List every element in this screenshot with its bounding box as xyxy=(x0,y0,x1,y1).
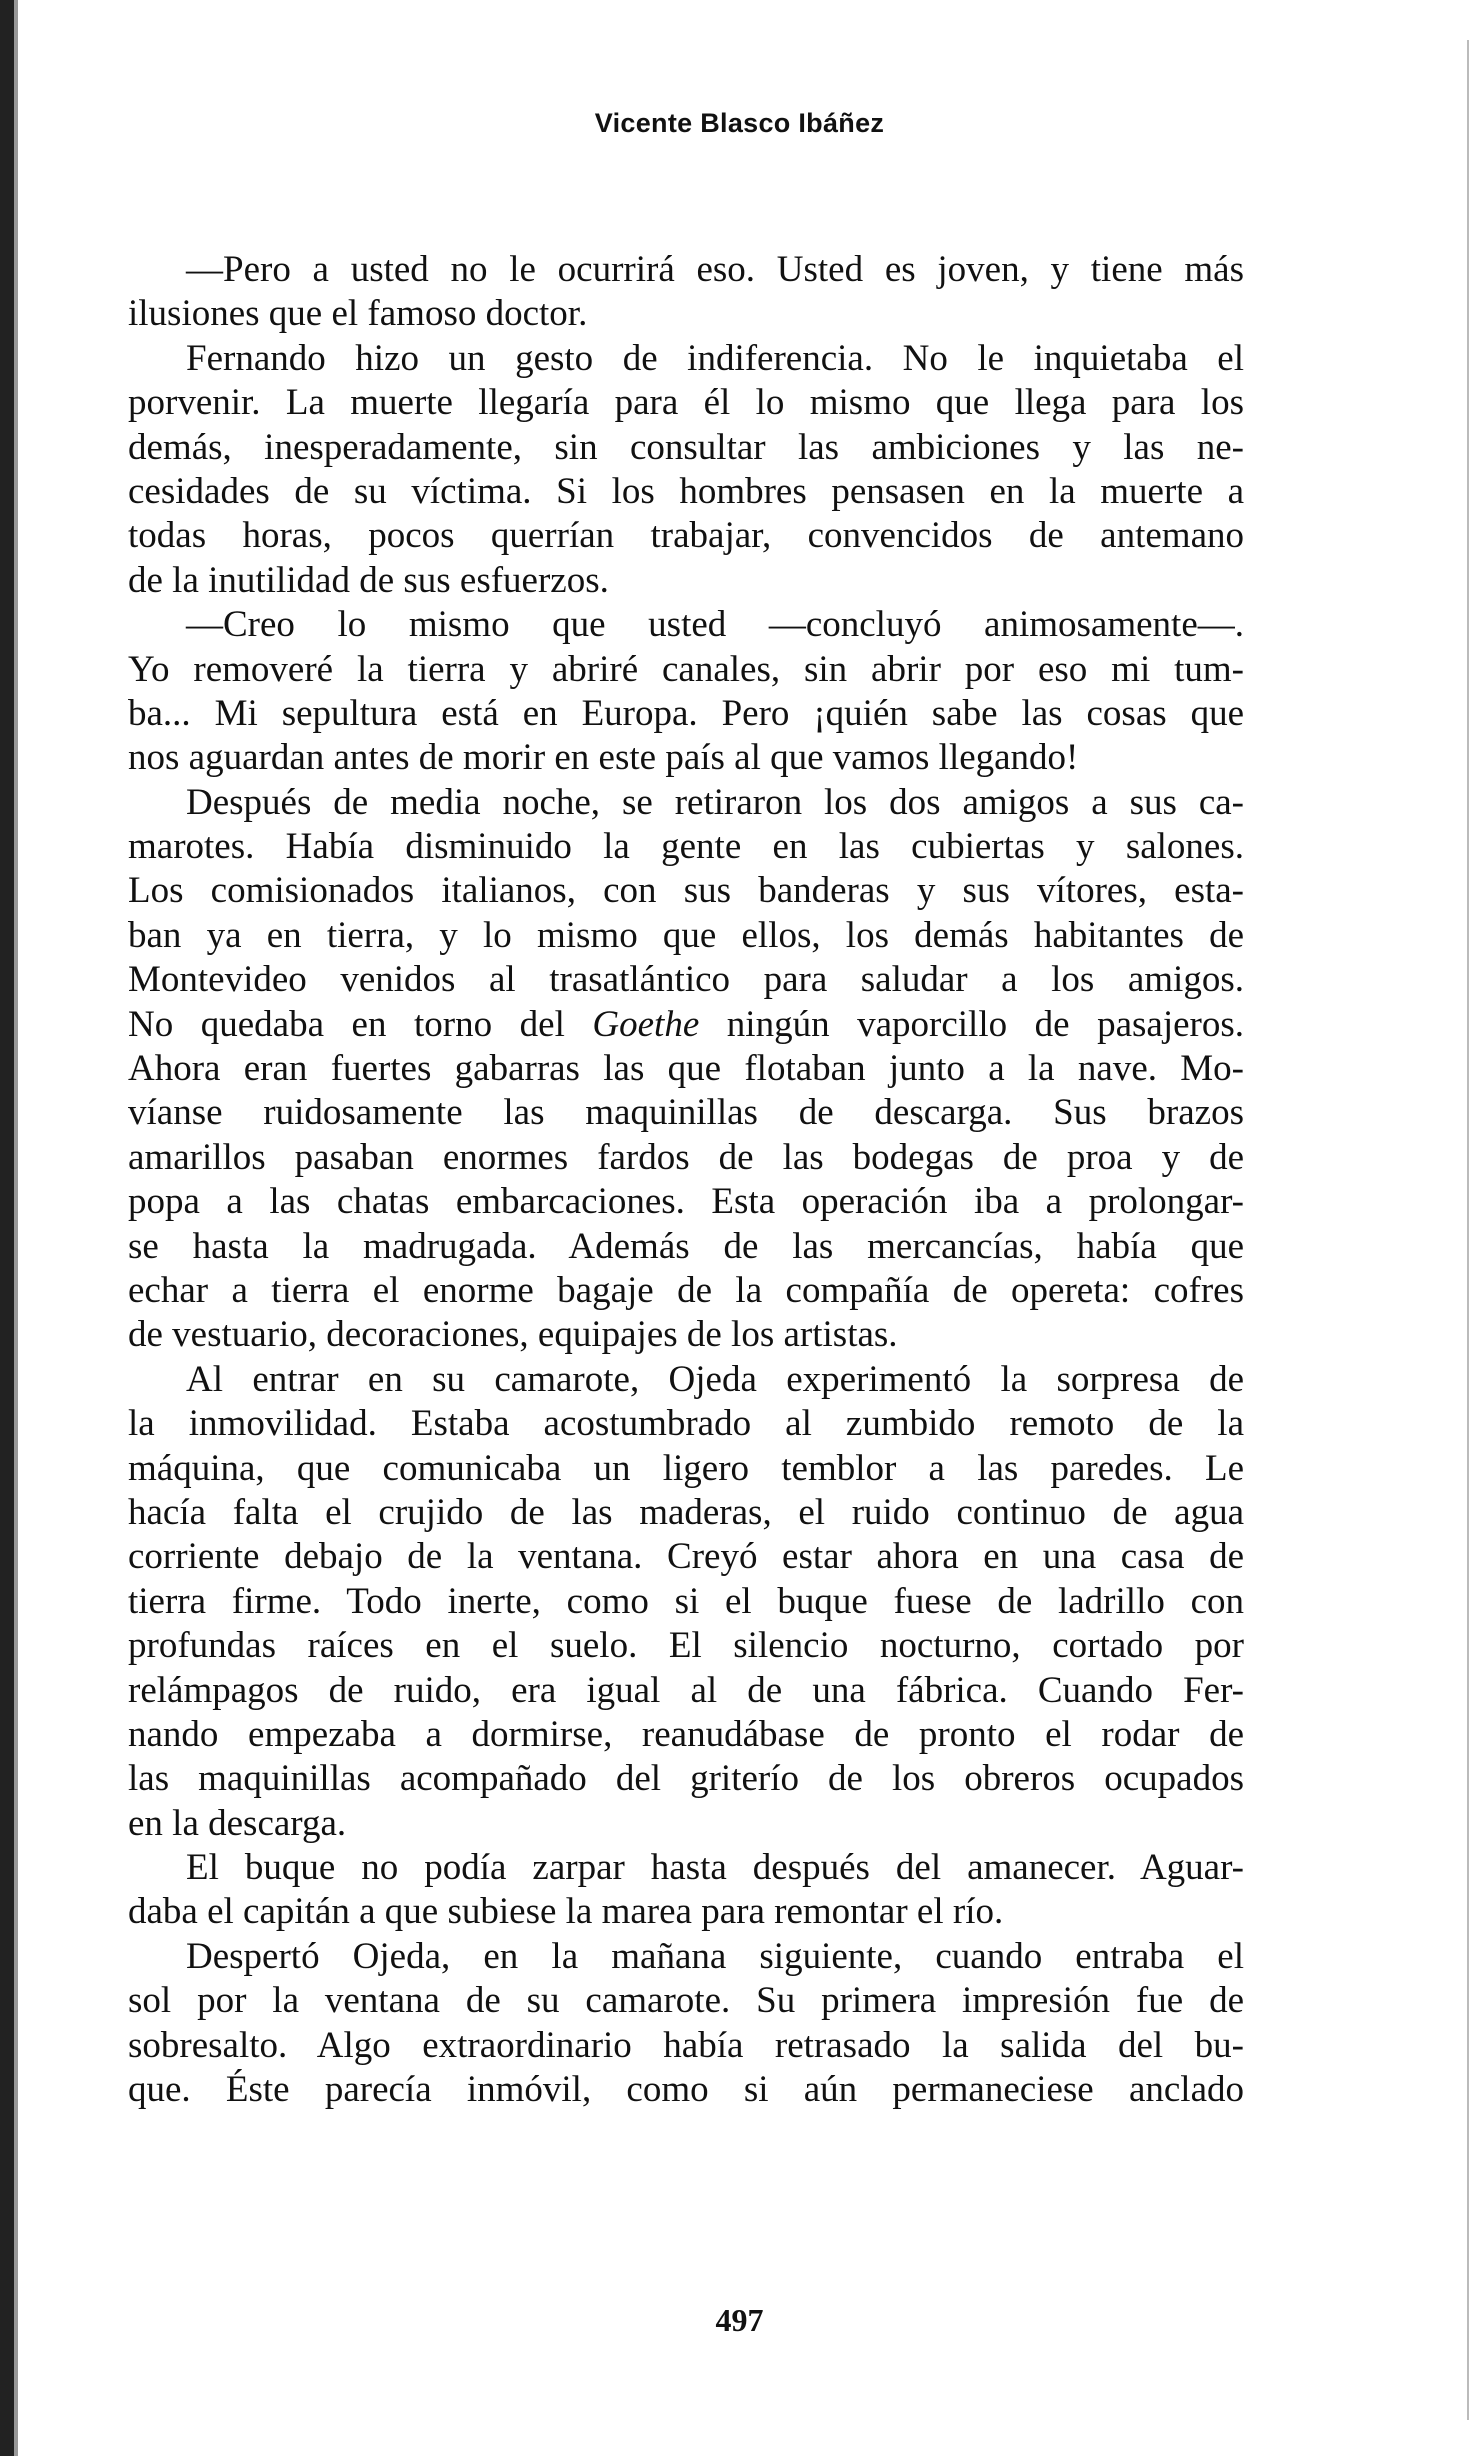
text-line: ba... Mi sepultura está en Europa. Pero ¡quién sabe las cosas que xyxy=(128,692,1244,734)
text-line: Al entrar en su camarote, Ojeda experimentó la sorpresa de xyxy=(186,1358,1244,1400)
book-binding-shadow xyxy=(0,0,14,2456)
text-line: ban ya en tierra, y lo mismo que ellos, los demás habitantes de xyxy=(128,914,1244,956)
text-line: todas horas, pocos querrían trabajar, convencidos de antemano xyxy=(128,515,1244,557)
text-segment: ningún vaporcillo de pasajeros. xyxy=(699,1003,1245,1045)
text-segment: No quedaba en torno del xyxy=(128,1003,593,1045)
text-line: se hasta la madrugada. Además de las mercancías, había que xyxy=(128,1225,1244,1267)
text-line: nos aguardan antes de morir en este país al que vamos llegando! xyxy=(128,737,1079,779)
text-line: tierra firme. Todo inerte, como si el buque fuese de ladrillo con xyxy=(128,1580,1244,1622)
text-line: —Creo lo mismo que usted —concluyó animosamente—. xyxy=(186,604,1244,646)
text-line: máquina, que comunicaba un ligero temblor a las paredes. Le xyxy=(128,1447,1244,1489)
text-line: relámpagos de ruido, era igual al de una fábrica. Cuando Fer- xyxy=(128,1669,1244,1711)
italic-ship-name: Goethe xyxy=(592,1003,700,1045)
text-line: Fernando hizo un gesto de indiferencia. No le inquietaba el xyxy=(186,337,1244,379)
text-line: Ahora eran fuertes gabarras las que flotaban junto a la nave. Mo- xyxy=(128,1048,1244,1090)
text-line: Montevideo venidos al trasatlántico para saludar a los amigos. xyxy=(128,959,1244,1001)
text-line: Yo removeré la tierra y abriré canales, sin abrir por eso mi tum- xyxy=(128,648,1244,690)
text-line: echar a tierra el enorme bagaje de la compañía de opereta: cofres xyxy=(128,1269,1244,1311)
text-line: la inmovilidad. Estaba acostumbrado al zumbido remoto de la xyxy=(128,1403,1244,1445)
text-line: profundas raíces en el suelo. El silencio nocturno, cortado por xyxy=(128,1625,1244,1667)
text-line: ilusiones que el famoso doctor. xyxy=(128,293,588,335)
text-line: Los comisionados italianos, con sus banderas y sus vítores, esta- xyxy=(128,870,1244,912)
text-line: El buque no podía zarpar hasta después del amanecer. Aguar- xyxy=(186,1847,1244,1889)
body-text xyxy=(128,248,1244,2112)
text-line xyxy=(128,1003,1244,1047)
text-line: —Pero a usted no le ocurrirá eso. Usted es joven, y tiene más xyxy=(186,249,1244,290)
text-line: daba el capitán a que subiese la marea para remontar el río. xyxy=(128,1891,1004,1933)
text-line: en la descarga. xyxy=(128,1802,347,1844)
text-line: de la inutilidad de sus esfuerzos. xyxy=(128,559,609,601)
text-line: nando empezaba a dormirse, reanudábase de pronto el rodar de xyxy=(128,1713,1244,1755)
page-number: 497 xyxy=(715,2302,764,2338)
text-line: corriente debajo de la ventana. Creyó estar ahora en una casa de xyxy=(128,1536,1244,1578)
text-line: que. Éste parecía inmóvil, como si aún permaneciese anclado xyxy=(128,2069,1244,2111)
text-line: porvenir. La muerte llegaría para él lo mismo que llega para los xyxy=(128,382,1244,424)
text-line: marotes. Había disminuido la gente en las cubiertas y salones. xyxy=(128,826,1244,868)
text-line: víanse ruidosamente las maquinillas de descarga. Sus brazos xyxy=(128,1092,1244,1134)
text-line: de vestuario, decoraciones, equipajes de los artistas. xyxy=(128,1314,898,1356)
text-line: Despertó Ojeda, en la mañana siguiente, cuando entraba el xyxy=(186,1935,1244,1977)
text-line: sobresalto. Algo extraordinario había retrasado la salida del bu- xyxy=(128,2024,1244,2066)
text-line: demás, inesperadamente, sin consultar las ambiciones y las ne- xyxy=(128,426,1244,468)
text-line: hacía falta el crujido de las maderas, el ruido continuo de agua xyxy=(128,1491,1244,1533)
text-line: sol por la ventana de su camarote. Su primera impresión fue de xyxy=(128,1980,1244,2022)
text-line: cesidades de su víctima. Si los hombres pensasen en la muerte a xyxy=(128,470,1244,512)
text-line: popa a las chatas embarcaciones. Esta operación iba a prolongar- xyxy=(128,1181,1244,1223)
page-right-edge xyxy=(1467,40,1469,2420)
text-line: las maquinillas acompañado del griterío de los obreros ocupados xyxy=(128,1758,1244,1800)
text-line: Después de media noche, se retiraron los dos amigos a sus ca- xyxy=(186,781,1244,823)
text-line: amarillos pasaban enormes fardos de las bodegas de proa y de xyxy=(128,1136,1244,1178)
book-binding-edge xyxy=(14,0,18,2456)
running-header: Vicente Blasco Ibáñez xyxy=(594,108,885,138)
